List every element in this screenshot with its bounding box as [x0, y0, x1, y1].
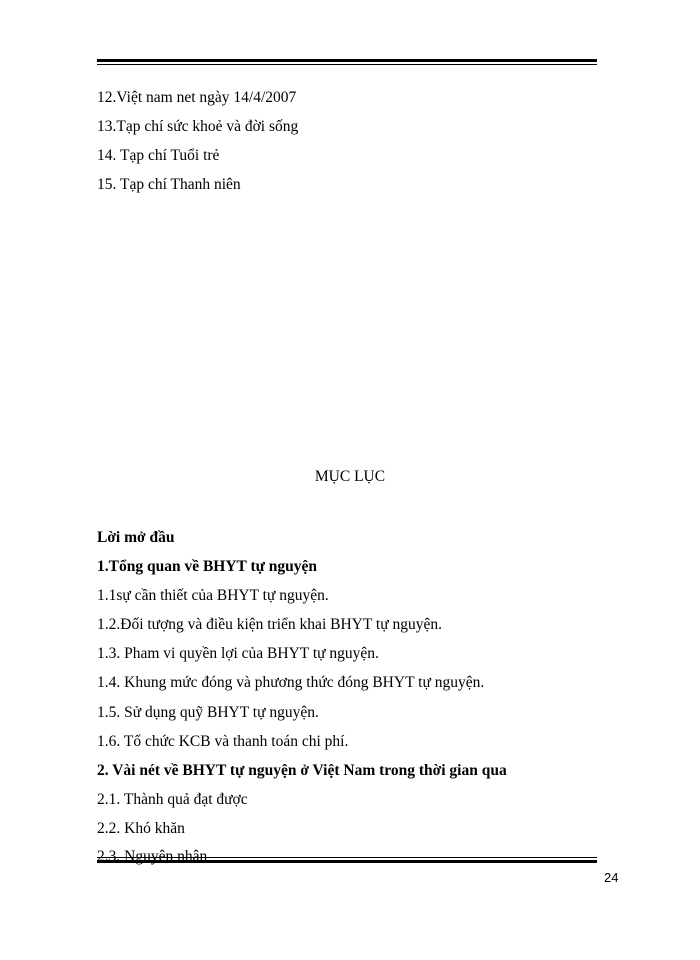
toc-title: MỤC LỤC: [314, 468, 386, 485]
toc-entry: 2. Vài nét về BHYT tự nguyện ở Việt Nam trong thời gian qua: [97, 762, 507, 779]
toc-entry: 1.2.Đối tượng và điều kiện triển khai BHYT tự nguyện.: [97, 616, 442, 633]
reference-item: 14. Tạp chí Tuổi trẻ: [97, 147, 220, 164]
header-rule: [97, 59, 597, 65]
toc-entry: 1.3. Pham vi quyền lợi của BHYT tự nguyện.: [97, 645, 379, 662]
reference-item: 15. Tạp chí Thanh niên: [97, 176, 241, 193]
toc-entry: 1.1sự cần thiết của BHYT tự nguyện.: [97, 587, 329, 604]
footer-rule: [97, 857, 597, 863]
toc-entry: 1.4. Khung mức đóng và phương thức đóng BHYT tự nguyện.: [97, 674, 485, 691]
toc-entry: Lời mở đầu: [97, 529, 175, 546]
toc-entry: 2.3. Nguyên nhân: [97, 848, 208, 865]
toc-entry: 2.2. Khó khăn: [97, 820, 185, 837]
toc-entry: 2.1. Thành quả đạt được: [97, 791, 248, 808]
toc-entry: 1.6. Tổ chức KCB và thanh toán chi phí.: [97, 733, 349, 750]
reference-item: 12.Việt nam net ngày 14/4/2007: [97, 89, 297, 106]
toc-entry: 1.Tổng quan về BHYT tự nguyện: [97, 558, 318, 575]
toc-entry: 1.5. Sử dụng quỹ BHYT tự nguyện.: [97, 704, 319, 721]
page-number: 24: [604, 870, 619, 885]
reference-item: 13.Tạp chí sức khoẻ và đời sống: [97, 118, 299, 135]
